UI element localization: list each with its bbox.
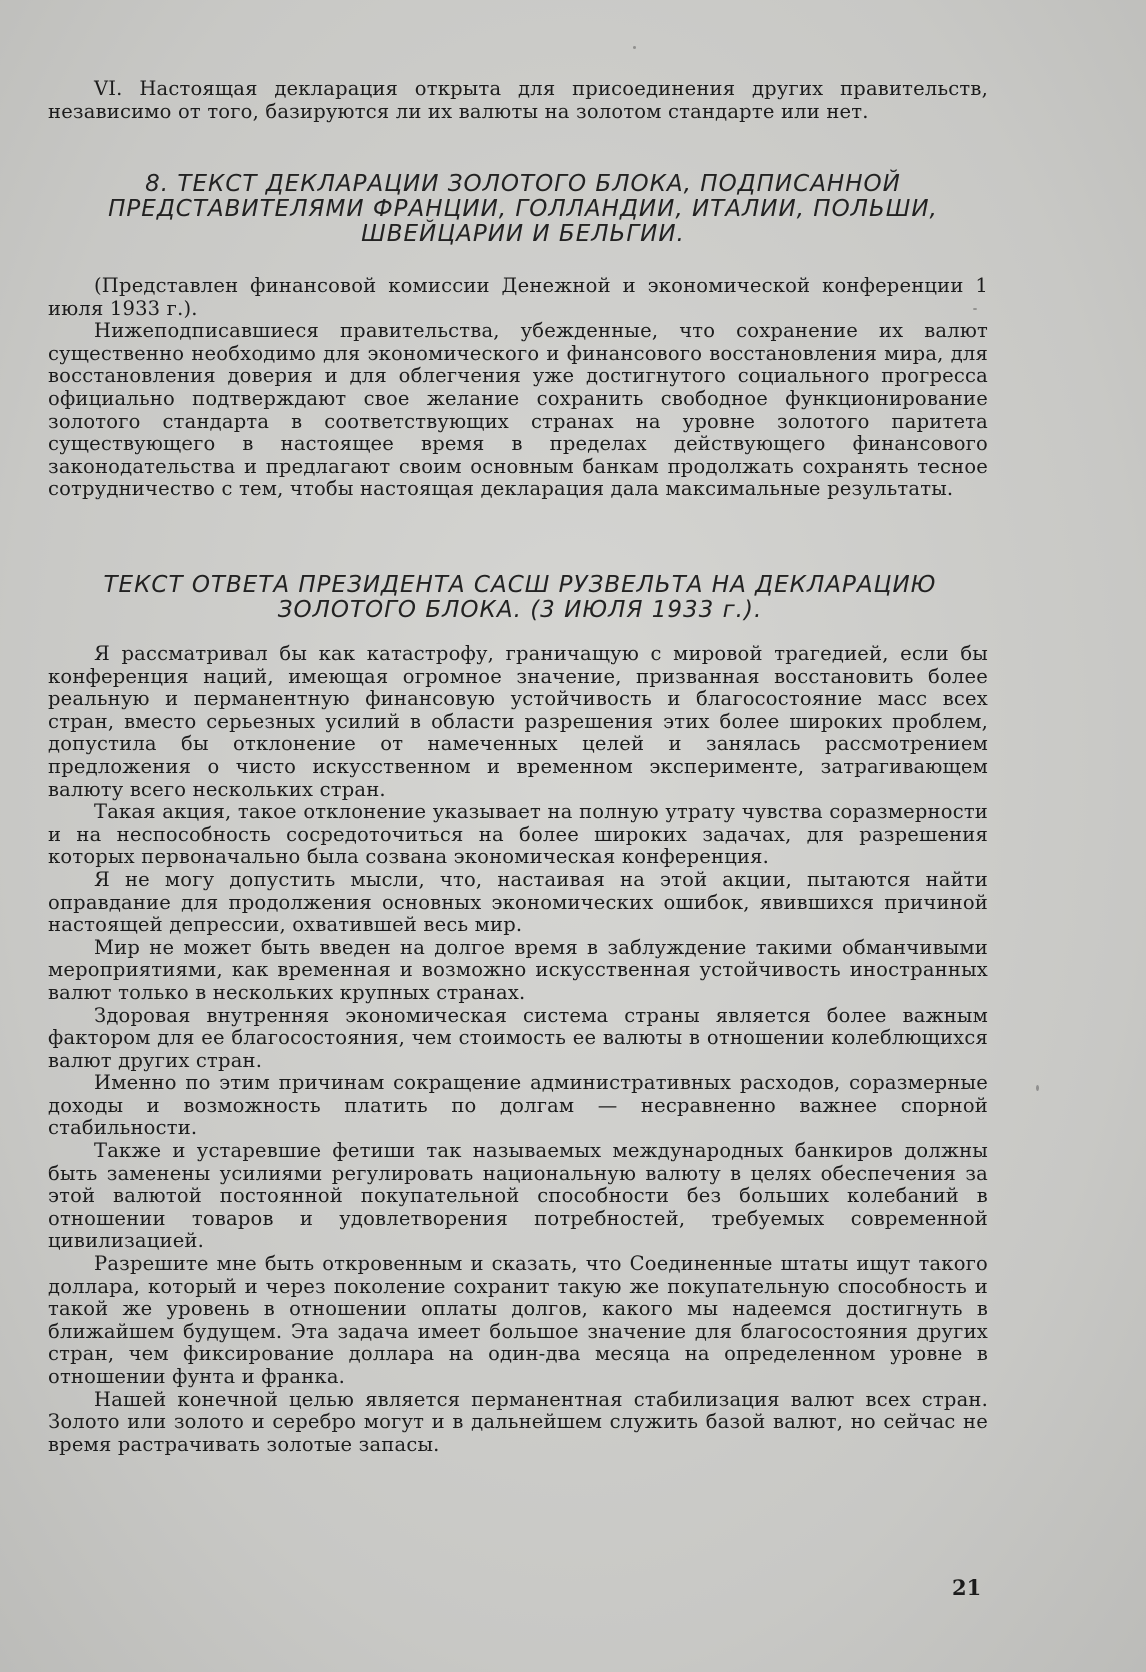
section-8-note: (Представлен финансовой комиссии Денежной и экономической конференции 1 июля 1933 г.). [48, 274, 988, 320]
section-reply-heading: ТЕКСТ ОТВЕТА ПРЕЗИДЕНТА САСШ РУЗВЕЛЬТА НА ДЕКЛАРАЦИЮ ЗОЛОТОГО БЛОКА. (3 ИЮЛЯ 1933 г.). [103, 572, 937, 623]
reply-paragraph: Я рассматривал бы как катастрофу, граничащую с мировой трагедией, если бы конференция наций, имеющая огромное значение, призванная восстановить более реальную и перманентную финансовую устойчивость и благосостояние масс всех стран, вместо серьезных усилий в области разрешения этих более широких проблем, допустила бы отклонение от намеченных целей и занялась рассмотрением предложения о чисто искусственном и временном эксперименте, затрагивающем валюту всего нескольких стран. [48, 642, 988, 801]
paper-speck [1036, 1085, 1039, 1091]
section-reply-body [48, 643, 988, 1456]
reply-paragraph: Нашей конечной целью является перманентная стабилизация валют всех стран. Золото или золото и серебро могут и в дальнейшем служить базой валют, но сейчас не время растрачивать золотые запасы. [48, 1387, 988, 1456]
reply-paragraph: Я не могу допустить мысли, что, настаивая на этой акции, пытаются найти оправдание для продолжения основных экономических ошибок, явившихся причиной настоящей депрессии, охватившей весь мир. [48, 867, 988, 937]
paper-speck [633, 46, 636, 49]
reply-paragraph: Именно по этим причинам сокращение административных расходов, соразмерные доходы и возможность платить по долгам — несравненно важнее спорной стабильности. [48, 1071, 988, 1140]
reply-paragraph: Мир не может быть введен на долгое время в заблуждение такими обманчивыми мероприятиями, как временная и возможно искусственная устойчивость иностранных валют только в нескольких крупных странах. [48, 935, 988, 1004]
reply-paragraph: Также и устаревшие фетиши так называемых международных банкиров должны быть заменены усилиями регулировать национальную валюту в целях обеспечения за этой валютой постоянной покупательной способности без больших колебаний в отношении товаров и удовлетворения потребностей, требуемых современной цивилизацией. [48, 1139, 988, 1253]
section-8-body [48, 275, 988, 501]
section-8-heading: 8. ТЕКСТ ДЕКЛАРАЦИИ ЗОЛОТОГО БЛОКА, ПОДПИСАННОЙ ПРЕДСТАВИТЕЛЯМИ ФРАНЦИИ, ГОЛЛАНДИИ, ИТАЛИИ, ПОЛЬШИ, ШВЕЙЦАРИИ И БЕЛЬГИИ. [108, 171, 938, 247]
section-reply [42, 573, 998, 623]
intro-block [48, 78, 988, 123]
section-8-declaration: Нижеподписавшиеся правительства, убежденные, что сохранение их валют существенно необходимо для экономического и финансового восстановления мира, для восстановления доверия и для облегчения уже достигнутого социального прогресса официально подтверждают свое желание сохранить свободное функционирование золотого стандарта в соответствующих странах на уровне золотого паритета существующего в настоящее время в пределах действующего финансового законодательства и предлагают своим основным банкам продолжать сохранять тесное сотрудничество с тем, чтобы настоящая декларация дала максимальные результаты. [48, 319, 988, 501]
section-8 [48, 172, 998, 247]
reply-paragraph: Такая акция, такое отклонение указывает на полную утрату чувства соразмерности и на неспособность сосредоточиться на более широких задачах, для разрешения которых первоначально была созвана экономическая конференция. [48, 800, 988, 869]
intro-paragraph: VI. Настоящая декларация открыта для присоединения других правительств, независимо от того, базируются ли их валюты на золотом стандарте или нет. [48, 77, 988, 123]
page-number: 21 [952, 1575, 982, 1600]
reply-paragraph: Здоровая внутренняя экономическая система страны является более важным фактором для ее благосостояния, чем стоимость ее валюты в отношении колеблющихся валют других стран. [48, 1003, 988, 1072]
reply-paragraph: Разрешите мне быть откровенным и сказать, что Соединенные штаты ищут такого доллара, который и через поколение сохранит такую же покупательную способность и такой же уровень в отношении оплаты долгов, какого мы надеемся достигнуть в ближайшем будущем. Эта задача имеет большое значение для благосостояния других стран, чем фиксирование доллара на один-два месяца на определенном уровне в отношении фунта и франка. [48, 1252, 988, 1388]
